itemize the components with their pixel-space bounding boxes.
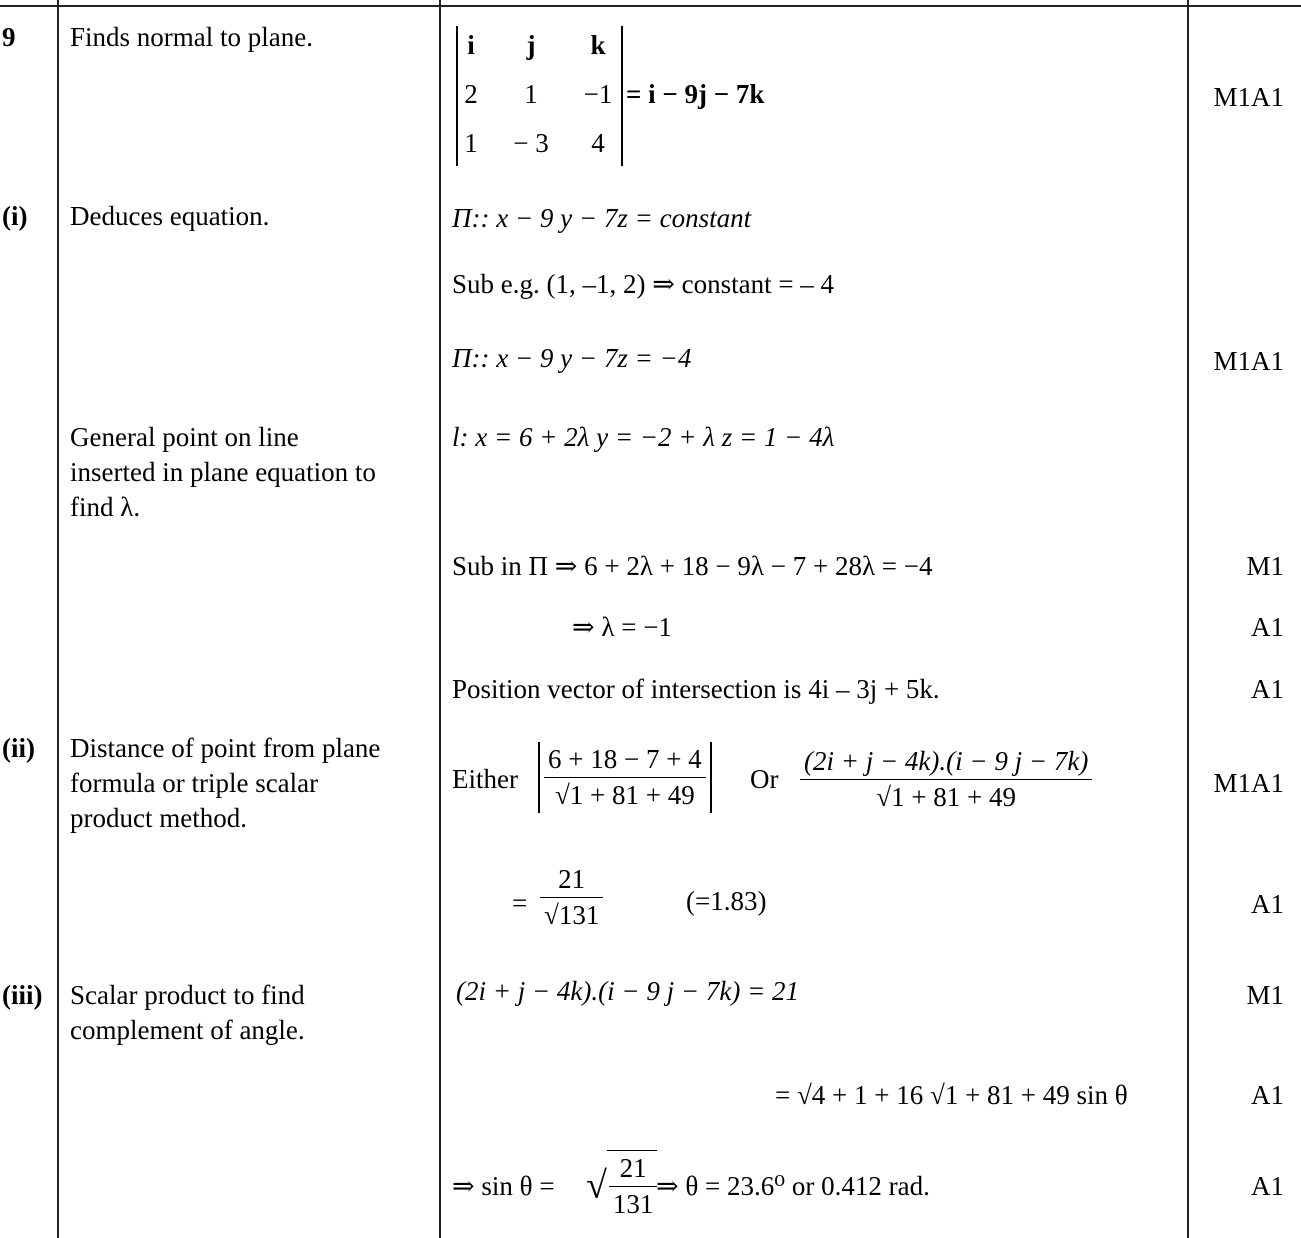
description-distance-line3: product method. [70, 803, 247, 833]
mark-angle: A1 [1251, 1171, 1284, 1201]
description-general-line2: inserted in plane equation to [70, 457, 376, 487]
part-label-i: (i) [2, 201, 28, 231]
description-distance-line2: formula or triple scalar [70, 768, 319, 798]
sin-numerator: 21 [619, 1153, 647, 1183]
magnitude-product: = √4 + 1 + 16 √1 + 81 + 49 sin θ [775, 1080, 1128, 1110]
lambda-value: ⇒ λ = −1 [572, 612, 672, 642]
line-equation: l: x = 6 + 2λ y = −2 + λ z = 1 − 4λ [452, 422, 835, 452]
substitution-in-plane: Sub in Π ⇒ 6 + 2λ + 18 − 9λ − 7 + 28λ = −4 [452, 551, 933, 581]
sin-denominator: 131 [609, 1186, 658, 1222]
det-cell: 1 [464, 128, 478, 158]
mark-plane: M1A1 [1213, 346, 1284, 376]
question-number: 9 [2, 22, 16, 52]
part-label-ii: (ii) [2, 733, 35, 763]
description-distance-line1: Distance of point from plane [70, 733, 381, 763]
det-cell: j [526, 30, 536, 60]
det-cell: − 3 [513, 128, 549, 158]
theta-result: ⇒ θ = 23.6⁰ or 0.412 rad. [656, 1171, 930, 1201]
description-scalar-line2: complement of angle. [70, 1015, 305, 1045]
either-label: Either [452, 764, 518, 794]
plane-constant-equation: Π:: x − 9 y − 7z = constant [452, 203, 752, 233]
mark-lambda: A1 [1251, 612, 1284, 642]
triple-scalar-fraction [800, 744, 1092, 815]
normal-vector-result: = i − 9j − 7k [626, 79, 765, 109]
plane-equation: Π:: x − 9 y − 7z = −4 [452, 343, 692, 373]
mark-position: A1 [1251, 674, 1284, 704]
substitute-point: Sub e.g. (1, –1, 2) ⇒ constant = – 4 [452, 269, 835, 299]
description-general-line3: find λ. [70, 492, 141, 522]
triple-scalar-numerator: (2i + j − 4k).(i − 9 j − 7k) [804, 746, 1089, 776]
description-normal: Finds normal to plane. [70, 22, 313, 52]
scalar-product-equation: (2i + j − 4k).(i − 9 j − 7k) = 21 [456, 976, 800, 1006]
determinant [456, 26, 623, 166]
result-numerator: 21 [558, 864, 586, 894]
mark-distance: M1A1 [1213, 768, 1284, 798]
column-divider [57, 0, 59, 1238]
det-cell: i [467, 30, 475, 60]
column-divider [439, 0, 441, 1238]
triple-scalar-denominator: √1 + 81 + 49 [800, 779, 1092, 815]
part-label-iii: (iii) [2, 980, 43, 1010]
position-vector: Position vector of intersection is 4i – 3j + 5k. [452, 674, 940, 704]
det-cell: −1 [583, 79, 613, 109]
result-denominator: √131 [540, 897, 603, 933]
or-label: Or [750, 764, 779, 794]
mark-sub: M1 [1246, 551, 1284, 581]
mark-magnitudes: A1 [1251, 1080, 1284, 1110]
mark-scalar: M1 [1246, 980, 1284, 1010]
distance-fraction [538, 742, 712, 813]
table-top-border [0, 5, 1301, 7]
mark-result: A1 [1251, 889, 1284, 919]
description-scalar-line1: Scalar product to find [70, 980, 305, 1010]
mark-normal: M1A1 [1213, 82, 1284, 112]
approx-value: (=1.83) [686, 886, 767, 916]
description-general-line1: General point on line [70, 422, 299, 452]
det-cell: 2 [464, 79, 478, 109]
distance-numerator: 6 + 18 − 7 + 4 [548, 744, 702, 774]
description-deduce: Deduces equation. [70, 201, 270, 231]
sin-prefix: ⇒ sin θ = [452, 1171, 555, 1201]
det-cell: 1 [524, 79, 538, 109]
result-fraction [540, 862, 603, 933]
column-divider [1187, 0, 1189, 1238]
det-cell: k [590, 30, 606, 60]
det-cell: 4 [591, 128, 605, 158]
sin-fraction: √ $\frac{21}{131}$ [586, 1150, 657, 1222]
result-equals: = [512, 888, 528, 918]
distance-denominator: √1 + 81 + 49 [544, 777, 706, 813]
